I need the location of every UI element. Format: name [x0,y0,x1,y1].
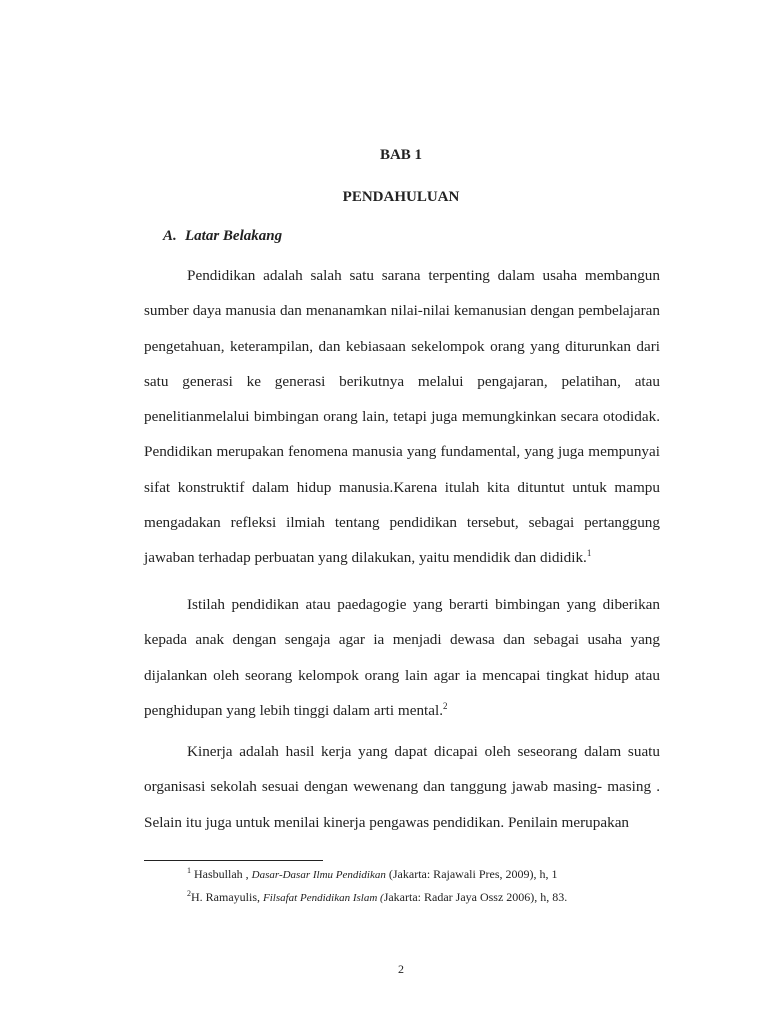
footnote-author: H. Ramayulis, [191,890,263,904]
chapter-title: PENDAHULUAN [342,189,460,205]
footnote-marker: 1 [187,866,191,875]
footnote-reference: 2 [443,700,448,711]
paragraph-text: Kinerja adalah hasil kerja yang dapat dicapai oleh seseorang dalam suatu organisasi sekolah sesuai dengan wewenang dan tanggung jawab masing- masing . Selain itu juga untuk menilai kinerja pengawas pendidikan. Penilain merupakan [144,743,660,831]
paragraph [144,258,660,576]
footnote-separator [144,860,323,861]
footnote-book-title: Dasar-Dasar Ilmu Pendidikan [251,869,386,881]
page-number: 2 [398,962,404,976]
paragraph [144,734,660,840]
paragraph-text: Istilah pendidikan atau paedagogie yang berarti bimbingan yang diberikan kepada anak dengan sengaja agar ia menjadi dewasa dan sebagai usaha yang dijalankan oleh seorang kelompok orang lain agar ia mencapai tingkat hidup atau penghidupan yang lebih tinggi dalam arti mental. [144,596,660,719]
footnote-reference: 1 [586,548,592,559]
footnote-publication: (Jakarta: Rajawali Pres, 2009), h, 1 [385,867,558,881]
chapter-number: BAB 1 [379,147,423,163]
footnote [187,867,558,882]
section-title: Latar Belakang [185,228,283,244]
footnote-marker: 2 [187,889,191,898]
footnote [187,890,567,905]
footnote-book-title: Filsafat Pendidikan Islam ( [263,892,384,904]
footnote-author: Hasbullah , [191,867,252,881]
section-heading [163,228,282,245]
section-number: A. [163,228,177,244]
paragraph-text: Pendidikan adalah salah satu sarana terpenting dalam usaha membangun sumber daya manusia dan menanamkan nilai-nilai kemanusian dengan pembelajaran pengetahuan, keterampilan, dan kebiasaan sekelompok orang yang diturunkan dari satu generasi ke generasi berikutnya melalui pengajaran, pelatihan, atau penelitianmelalui bimbingan orang lain, tetapi juga memungkinkan secara otodidak. Pendidikan merupakan fenomena manusia yang fundamental, yang juga mempunyai sifat konstruktif dalam hidup manusia.Karena itulah kita dituntut untuk mampu mengadakan refleksi ilmiah tentang pendidikan tersebut, sebagai pertanggung jawaban terhadap perbuatan yang dilakukan, yaitu mendidik dan dididik. [144,267,660,567]
paragraph [144,587,660,728]
footnote-publication: Jakarta: Radar Jaya Ossz 2006), h, 83. [383,890,568,904]
